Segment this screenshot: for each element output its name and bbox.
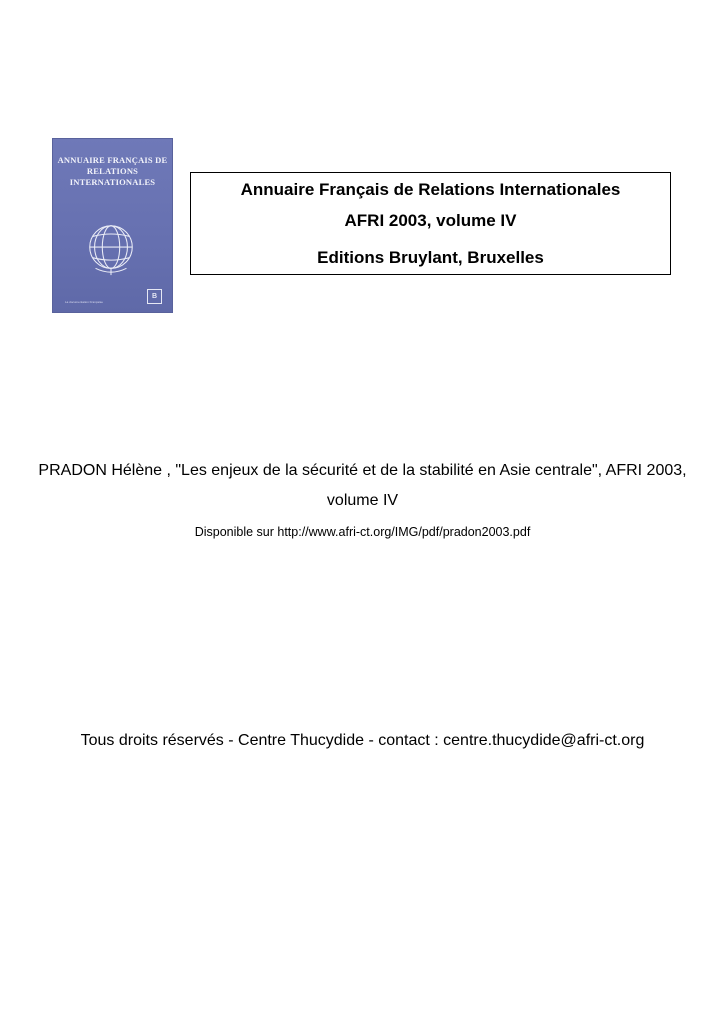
publisher-logo: B [147, 289, 162, 304]
globe-icon [82, 220, 140, 278]
cover-publisher: La documentation Française [65, 300, 103, 304]
book-cover [52, 138, 173, 313]
availability-link[interactable]: Disponible sur http://www.afri-ct.org/IMG/pdf/pradon2003.pdf [194, 525, 531, 539]
copyright-footer: Tous droits réservés - Centre Thucydide - contact : centre.thucydide@afri-ct.org [80, 732, 645, 749]
series-title: Annuaire Français de Relations Internationales [240, 180, 621, 199]
volume-title: AFRI 2003, volume IV [344, 211, 517, 230]
cover-title: ANNUAIRE FRANÇAIS DE RELATIONS INTERNATIONALES [57, 155, 168, 187]
publisher-line: Editions Bruylant, Bruxelles [317, 248, 544, 267]
article-citation: PRADON Hélène , "Les enjeux de la sécurité et de la stabilité en Asie centrale", AFRI 2003, volume IV [38, 462, 687, 509]
title-box [190, 172, 671, 275]
